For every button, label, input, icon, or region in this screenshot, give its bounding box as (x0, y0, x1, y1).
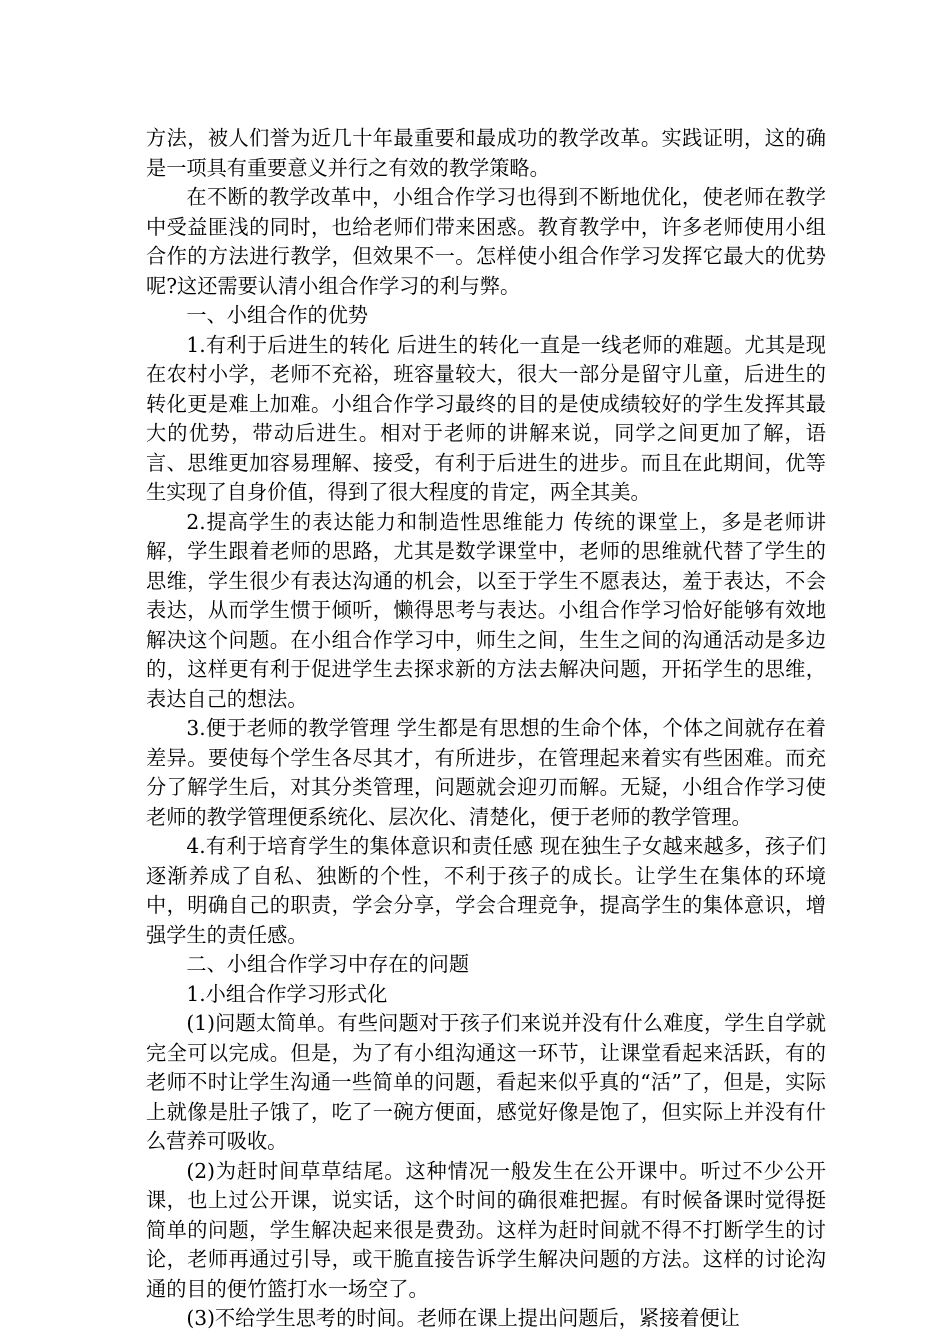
paragraph-advantage-4: 4.有利于培育学生的集体意识和责任感 现在独生子女越来越多，孩子们逐渐养成了自私、独断的个性，不利于孩子的成长。让学生在集体的环境中，明确自己的职责，学会分享，学会合理竞争，提高学生的集体意识，增强学生的责任感。 (146, 834, 826, 947)
paragraph-problem-2: (2)为赶时间草草结尾。这种情况一般发生在公开课中。听过不少公开课，也上过公开课，说实话，这个时间的确很难把握。有时候备课时觉得挺简单的问题，学生解决起来很是费劲。这样为赶时间就不得不打断学生的讨论，老师再通过引导，或干脆直接告诉学生解决问题的方法。这样的讨论沟通的目的便竹篮打水一场空了。 (146, 1158, 826, 1301)
subheading-formalism: 1.小组合作学习形式化 (186, 981, 388, 1006)
paragraph-advantage-1: 1.有利于后进生的转化 后进生的转化一直是一线老师的难题。尤其是现在农村小学，老师不充裕，班容量较大，很大一部分是留守儿童，后进生的转化更是难上加难。小组合作学习最终的目的是使成绩较好的学生发挥其最大的优势，带动后进生。相对于老师的讲解来说，同学之间更加了解，语言、思维更加容易理解、接受，有利于后进生的进步。而且在此期间，优等生实现了自身价值，得到了很大程度的肯定，两全其美。 (146, 332, 826, 504)
paragraph-advantage-3: 3.便于老师的教学管理 学生都是有思想的生命个体，个体之间就存在着差异。要使每个学生各尽其才，有所进步，在管理起来着实有些困难。而充分了解学生后，对其分类管理，问题就会迎刃而解。无疑，小组合作学习使老师的教学管理便系统化、层次化、清楚化，便于老师的教学管理。 (146, 716, 826, 829)
paragraph-problem-1: (1)问题太简单。有些问题对于孩子们来说并没有什么难度，学生自学就完全可以完成。但是，为了有小组沟通这一环节，让课堂看起来活跃，有的老师不时让学生沟通一些简单的问题，看起来似乎真的“活”了，但是，实际上就像是肚子饿了，吃了一碗方便面，感觉好像是饱了，但实际上并没有什么营养可吸收。 (146, 1011, 826, 1153)
paragraph-advantage-2: 2.提高学生的表达能力和制造性思维能力 传统的课堂上，多是老师讲解，学生跟着老师的思路，尤其是数学课堂中，老师的思维就代替了学生的思维，学生很少有表达沟通的机会，以至于学生不愿表达，羞于表达，不会表达，从而学生惯于倾听，懒得思考与表达。小组合作学习恰好能够有效地解决这个问题。在小组合作学习中，师生之间，生生之间的沟通活动是多边的，这样更有利于促进学生去探求新的方法去解决问题，开拓学生的思维，表达自己的想法。 (146, 509, 826, 711)
section-heading-problems: 二、小组合作学习中存在的问题 (186, 952, 470, 976)
section-heading-advantages: 一、小组合作的优势 (186, 303, 369, 327)
paragraph-intro-continuation: 方法，被人们誉为近几十年最重要和最成功的教学改革。实践证明，这的确是一项具有重要意义并行之有效的教学策略。 (146, 126, 826, 180)
paragraph-background: 在不断的教学改革中，小组合作学习也得到不断地优化，使老师在教学中受益匪浅的同时，也给老师们带来困惑。教育教学中，许多老师使用小组合作的方法进行教学，但效果不一。怎样使小组合作学习发挥它最大的优势呢?这还需要认清小组合作学习的利与弊。 (146, 185, 826, 298)
document-page (146, 124, 826, 1334)
paragraph-problem-3: (3)不给学生思考的时间。老师在课上提出问题后，紧接着便让 (186, 1306, 740, 1330)
